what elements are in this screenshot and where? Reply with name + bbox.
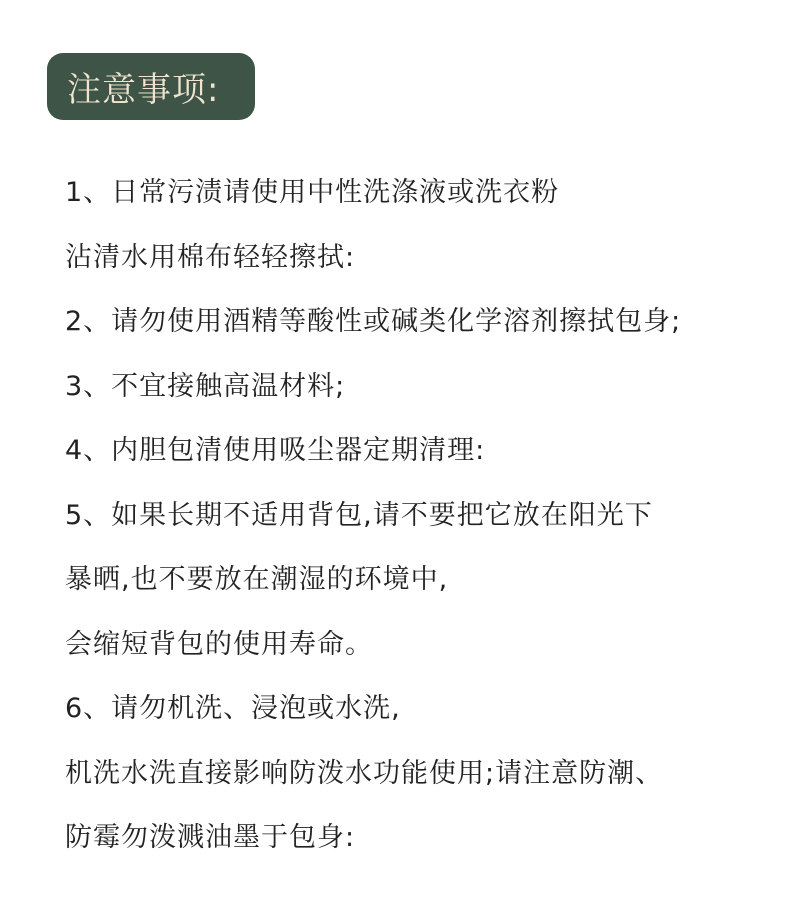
- note-line: 沾清水用棉布轻轻擦拭:: [65, 241, 356, 273]
- note-line: 会缩短背包的使用寿命。: [65, 628, 373, 660]
- page-title: 注意事项:: [67, 70, 220, 110]
- note-line: 2、请勿使用酒精等酸性或碱类化学溶剂擦拭包身;: [65, 306, 682, 337]
- note-line: 5、如果长期不适用背包,请不要把它放在阳光下: [65, 499, 653, 531]
- note-line: 6、请勿机洗、浸泡或水洗,: [65, 693, 401, 724]
- note-line: 暴晒,也不要放在潮湿的环境中,: [65, 564, 449, 595]
- note-line: 防霉勿泼溅油墨于包身:: [65, 822, 356, 853]
- note-line: 1、日常污渍请使用中性洗涤液或洗衣粉: [65, 177, 560, 208]
- note-line: 3、不宜接触高温材料;: [65, 370, 346, 402]
- note-line: 机洗水洗直接影响防泼水功能使用;请注意防潮、: [65, 757, 664, 789]
- title-badge: [47, 53, 255, 120]
- note-line: 4、内胆包清使用吸尘器定期清理:: [65, 435, 486, 466]
- care-notes: [65, 161, 775, 871]
